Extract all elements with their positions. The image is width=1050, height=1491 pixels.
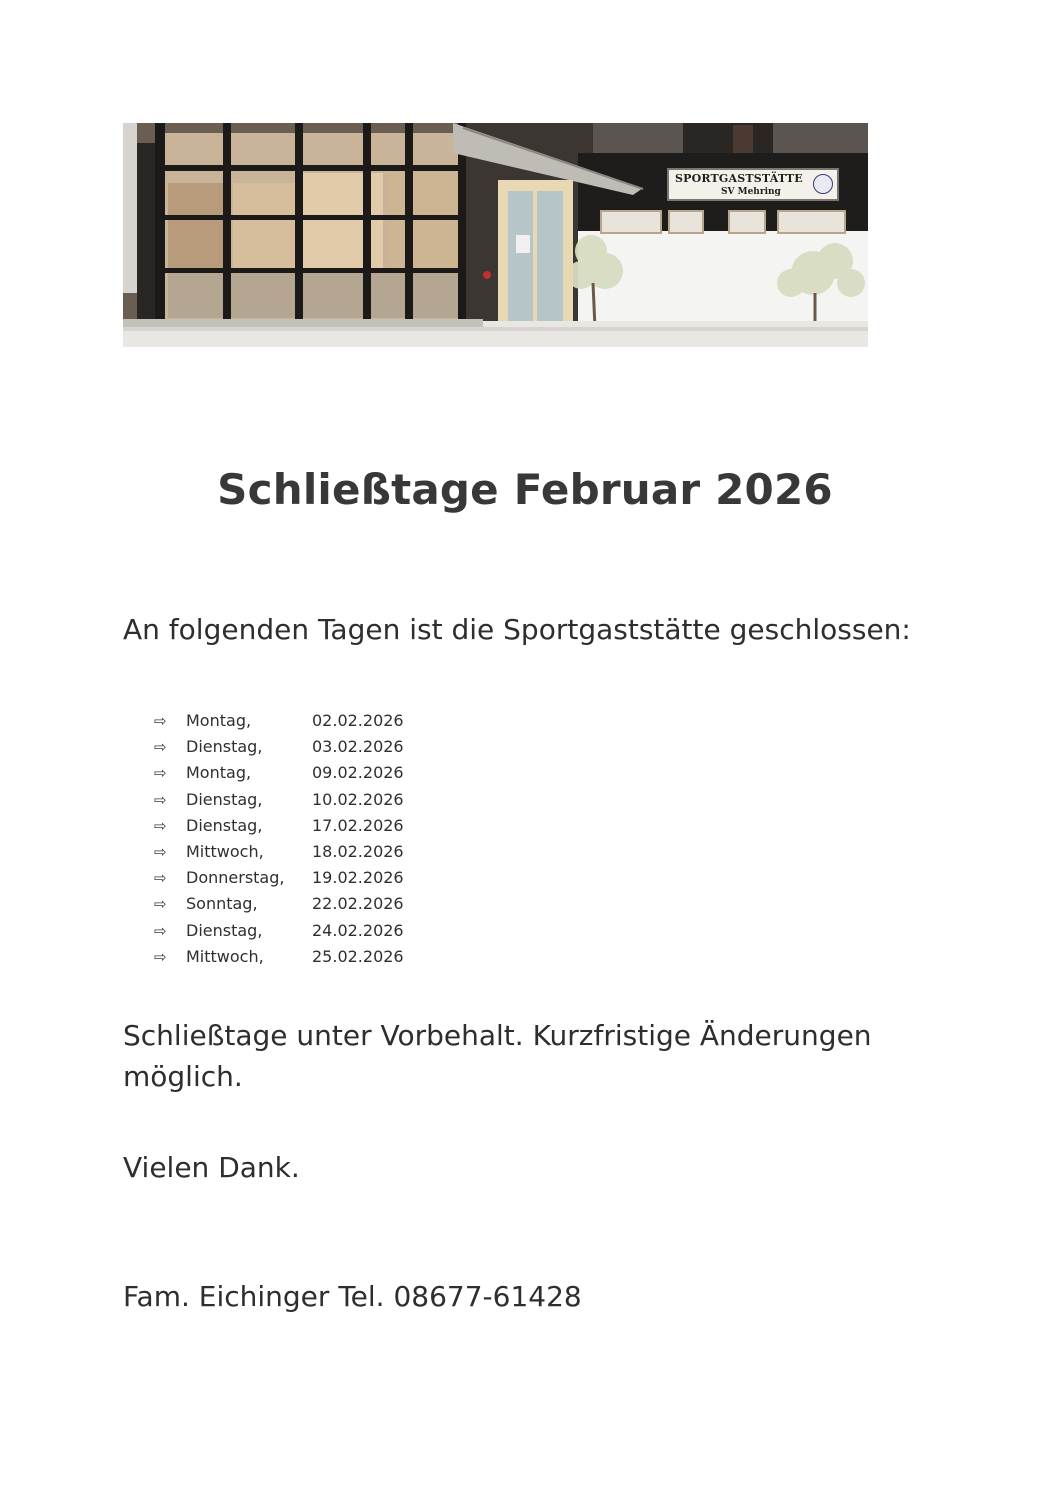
arrow-right-icon: ⇨	[154, 869, 167, 888]
weekday: Montag,	[186, 763, 252, 783]
arrow-right-icon: ⇨	[154, 895, 167, 914]
sign-subtitle: SV Mehring	[721, 187, 781, 197]
arrow-right-icon: ⇨	[154, 921, 167, 940]
building-photo	[123, 123, 868, 347]
weekday: Dienstag,	[186, 920, 263, 940]
arrow-right-icon: ⇨	[154, 790, 167, 809]
weekday: Dienstag,	[186, 737, 263, 757]
date: 03.02.2026	[312, 737, 404, 757]
date: 18.02.2026	[312, 841, 404, 861]
sportgaststaette-sign	[667, 168, 839, 201]
arrow-right-icon: ⇨	[154, 842, 167, 861]
date: 19.02.2026	[312, 868, 404, 888]
date: 10.02.2026	[312, 789, 404, 809]
date: 02.02.2026	[312, 711, 404, 730]
weekday: Mittwoch,	[186, 841, 264, 861]
date: 25.02.2026	[312, 946, 404, 966]
arrow-right-icon: ⇨	[154, 947, 167, 966]
weekday: Donnerstag,	[186, 868, 285, 888]
arrow-right-icon: ⇨	[154, 712, 167, 730]
weekday: Montag,	[186, 711, 252, 730]
weekday: Mittwoch,	[186, 946, 264, 966]
arrow-right-icon: ⇨	[154, 764, 167, 783]
sign-title: SPORTGASTSTÄTTE	[675, 172, 803, 185]
thanks-text: Vielen Dank.	[123, 1151, 300, 1184]
date: 17.02.2026	[312, 815, 404, 835]
arrow-right-icon: ⇨	[154, 816, 167, 835]
page-title: Schließtage Februar 2026	[217, 465, 833, 514]
date: 22.02.2026	[312, 894, 404, 914]
weekday: Sonntag,	[186, 894, 258, 914]
reservation-note: Schließtage unter Vorbehalt. Kurzfristige Änderungen möglich.	[123, 1019, 872, 1093]
date: 24.02.2026	[312, 920, 404, 940]
contact-line: Fam. Eichinger Tel. 08677-61428	[123, 1280, 582, 1313]
weekday: Dienstag,	[186, 815, 263, 835]
date: 09.02.2026	[312, 763, 404, 783]
weekday: Dienstag,	[186, 789, 263, 809]
building-illustration	[123, 123, 868, 347]
club-logo-icon	[813, 174, 833, 194]
arrow-right-icon: ⇨	[154, 738, 167, 757]
intro-text: An folgenden Tagen ist die Sportgaststätte geschlossen:	[123, 613, 911, 646]
